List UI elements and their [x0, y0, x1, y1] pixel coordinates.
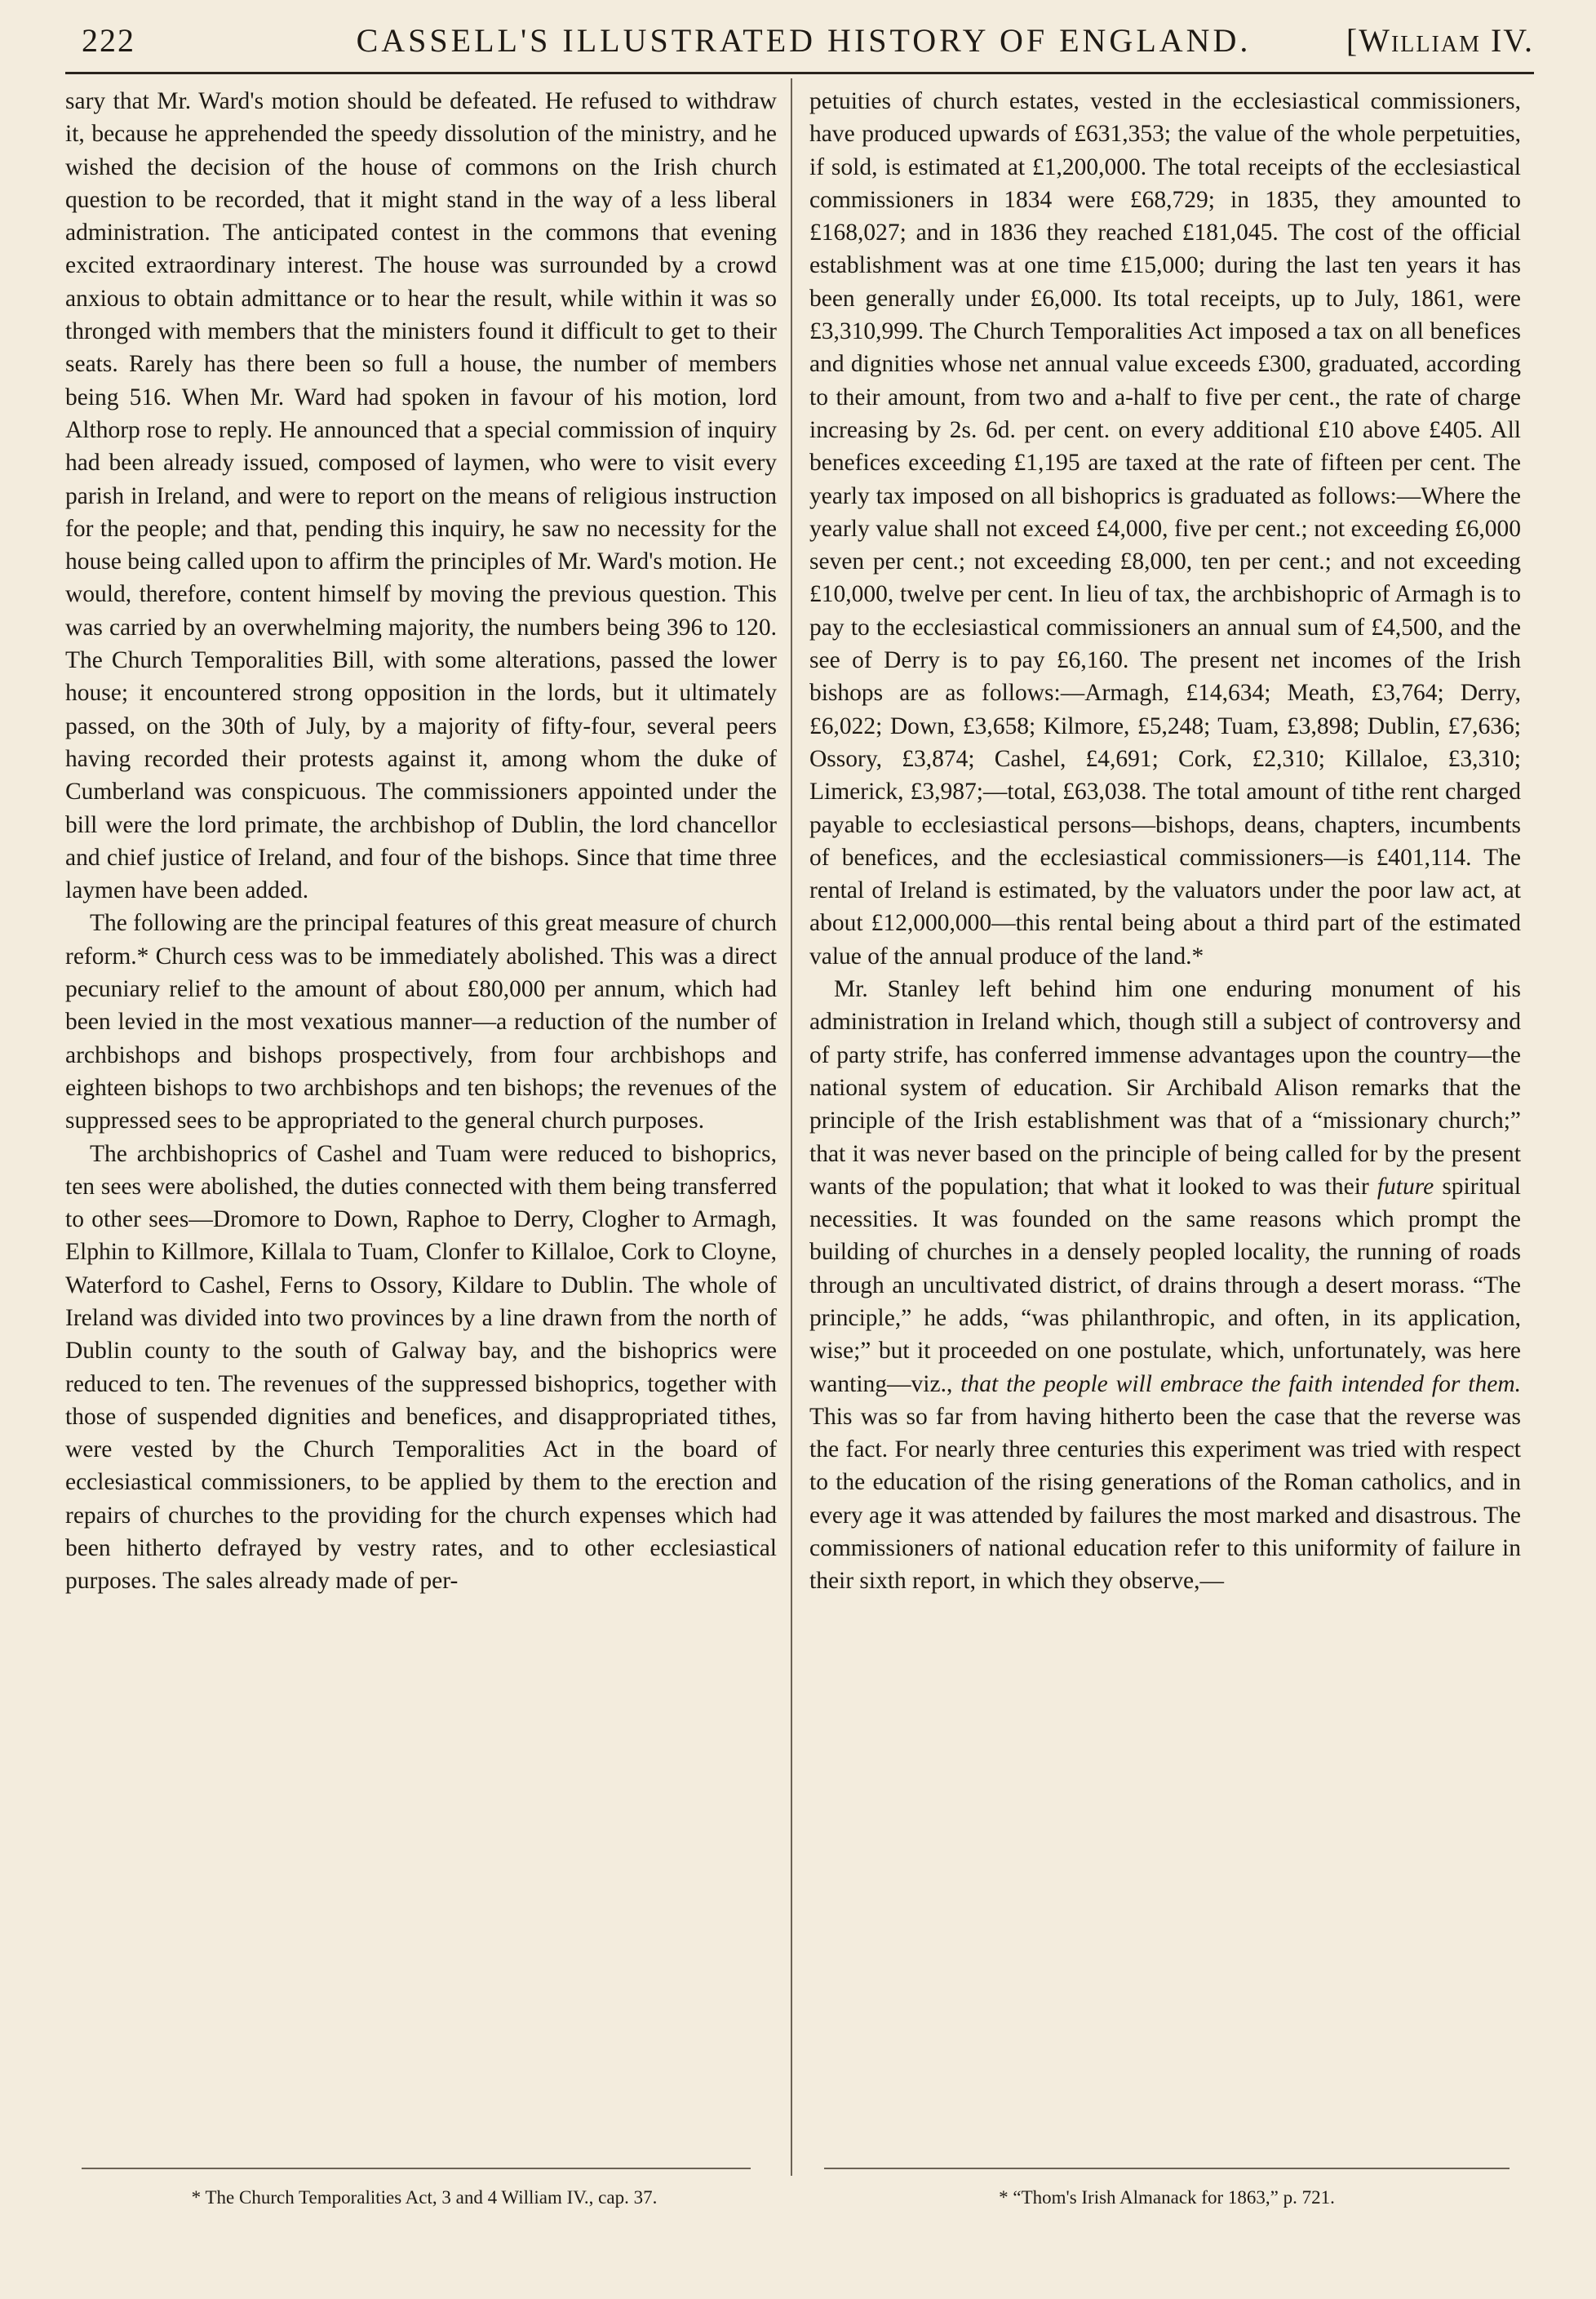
paragraph	[809, 973, 1521, 1598]
footnote: * “Thom's Irish Almanack for 1863,” p. 721.	[999, 2187, 1335, 2208]
page-number: 222	[82, 22, 135, 59]
footnote-rule	[82, 2168, 751, 2169]
column-divider	[791, 78, 792, 2176]
paragraph: petuities of church estates, vested in the ecclesiastical commissioners, have produced upwards of £631,353; the value of the whole perpetuities, if sold, is estimated at £1,200,000. The total receipts of the ecclesiastical commissioners in 1834 were £68,729; in 1835, they amounted to £168,027; and in 1836 they reached £181,045. The cost of the official establishment was at one time £15,000; during the last ten years it has been generally under £6,000. Its total receipts, up to July, 1861, were £3,310,999. The Church Temporalities Act imposed a tax on all benefices and dignities whose net annual value exceeds £300, graduated, according to their amount, from two and a-half to five per cent., the rate of charge increasing by 2s. 6d. per cent. on every additional £10 above £405. All benefices exceeding £1,195 are taxed at the rate of fifteen per cent. The yearly tax imposed on all bishoprics is graduated as follows:—Where the yearly value shall not exceed £4,000, five per cent.; not exceeding £6,000 seven per cent.; not exceeding £8,000, ten per cent.; and not exceeding £10,000, twelve per cent. In lieu of tax, the archbishopric of Armagh is to pay to the ecclesiastical commissioners an annual sum of £4,500, and the see of Derry is to pay £6,160. The present net incomes of the Irish bishops are as follows:—Armagh, £14,634; Meath, £3,764; Derry, £6,022; Down, £3,658; Kilmore, £5,248; Tuam, £3,898; Dublin, £7,636; Ossory, £3,874; Cashel, £4,691; Cork, £2,310; Killaloe, £3,310; Limerick, £3,987;—total, £63,038. The total amount of tithe rent charged payable to ecclesiastical persons—bishops, deans, chapters, incumbents of benefices, and the ecclesiastical commissioners—is £401,114. The rental of Ireland is estimated, by the valuators under the poor law act, at about £12,000,000—this rental being about a third part of the estimated value of the annual produce of the land.*	[809, 88, 1521, 970]
paragraph: The archbishoprics of Cashel and Tuam were reduced to bishoprics, ten sees were abolished, the duties connected with them being transferred to other sees—Dromore to Down, Raphoe to Derry, Clogher to Armagh, Elphin to Killmore, Killala to Tuam, Clonfer to Killaloe, Cork to Cloyne, Waterford to Cashel, Ferns to Ossory, Kildare to Dublin. The whole of Ireland was divided into two provinces by a line drawn from the north of Dublin county to the south of Galway bay, and the bishoprics were reduced to ten. The revenues of the suppressed bishoprics, together with those of suspended dignities and benefices, and disappropriated tithes, were vested by the Church Temporalities Act in the board of ecclesiastical commissioners, to be applied by them to the erection and repairs of churches to the providing for the church expenses which had been hitherto defrayed by vestry rates, and to other ecclesiastical purposes. The sales already made of per-	[65, 1140, 777, 1595]
text-run: Mr. Stanley left behind him one enduring monument of his administration in Ireland which, though still a subject of controversy and of party strife, has conferred immense advantages upon the country—the national system of education. Sir Archibald Alison remarks that the principle of the Irish establishment was that of a “missionary church;” that it was never based on the principle of being called for by the present wants of the population; that what it looked to was their	[809, 976, 1521, 1200]
running-title: CASSELL'S ILLUSTRATED HISTORY OF ENGLAND.	[356, 22, 1252, 59]
header-rule	[65, 72, 1534, 74]
italic-run: future	[1377, 1173, 1434, 1200]
text-run: spiritual necessities. It was founded on the same reasons which prompt the building of churches in a densely peopled locality, the running of roads through an uncultivated district, of drains through a desert morass. “The principle,” he adds, “was philanthropic, and often, in its application, wise;” but it proceeded on one postulate, which, unfortunately, was here wanting—viz.,	[809, 1173, 1521, 1397]
footnote: * The Church Temporalities Act, 3 and 4 William IV., cap. 37.	[191, 2187, 658, 2208]
reign-label: [William IV.	[1346, 22, 1534, 59]
text-run: This was so far from having hitherto been the case that the reverse was the fact. For nearly three centuries this experiment was tried with respect to the education of the rising generations of the Roman catholics, and in every age it was attended by failures the most marked and disastrous. The commissioners of national education refer to this uniformity of failure in their sixth report, in which they observe,—	[809, 1403, 1521, 1595]
paragraph: sary that Mr. Ward's motion should be defeated. He refused to withdraw it, because he apprehended the speedy dissolution of the ministry, and he wished the decision of the house of commons on the Irish church question to be recorded, that it might stand in the way of a less liberal administration. The anticipated contest in the commons that evening excited extraordinary interest. The house was surrounded by a crowd anxious to obtain admittance or to hear the result, while within it was so thronged with members that the ministers found it difficult to get to their seats. Rarely has there been so full a house, the number of members being 516. When Mr. Ward had spoken in favour of his motion, lord Althorp rose to reply. He announced that a special commission of inquiry had been already issued, composed of laymen, who were to visit every parish in Ireland, and were to report on the means of religious instruction for the people; and that, pending this inquiry, he saw no necessity for the house being called upon to affirm the principles of Mr. Ward's motion. He would, therefore, content himself by moving the previous question. This was carried by an overwhelming majority, the numbers being 396 to 120. The Church Temporalities Bill, with some alterations, passed the lower house; it encountered strong opposition in the lords, but it ultimately passed, on the 30th of July, by a majority of fifty-four, several peers having recorded their protests against it, among whom the duke of Cumberland was conspicuous. The commissioners appointed under the bill were the lord primate, the archbishop of Dublin, the lord chancellor and chief justice of Ireland, and four of the bishops. Since that time three laymen have been added.	[65, 88, 777, 904]
paragraph: The following are the principal features of this great measure of church reform.* Church cess was to be immediately abolished. This was a direct pecuniary relief to the amount of about £80,000 per annum, which had been levied in the most vexatious manner—a reduction of the number of archbishops and bishops prospectively, from four archbishops and eighteen bishops to two archbishops and ten bishops; the revenues of the suppressed sees to be appropriated to the general church purposes.	[65, 910, 777, 1134]
left-column	[65, 85, 777, 1598]
running-header	[73, 21, 1534, 70]
right-column	[809, 85, 1521, 1598]
footnote-rule	[824, 2168, 1510, 2169]
italic-run: that the people will embrace the faith intended for them.	[960, 1370, 1521, 1397]
